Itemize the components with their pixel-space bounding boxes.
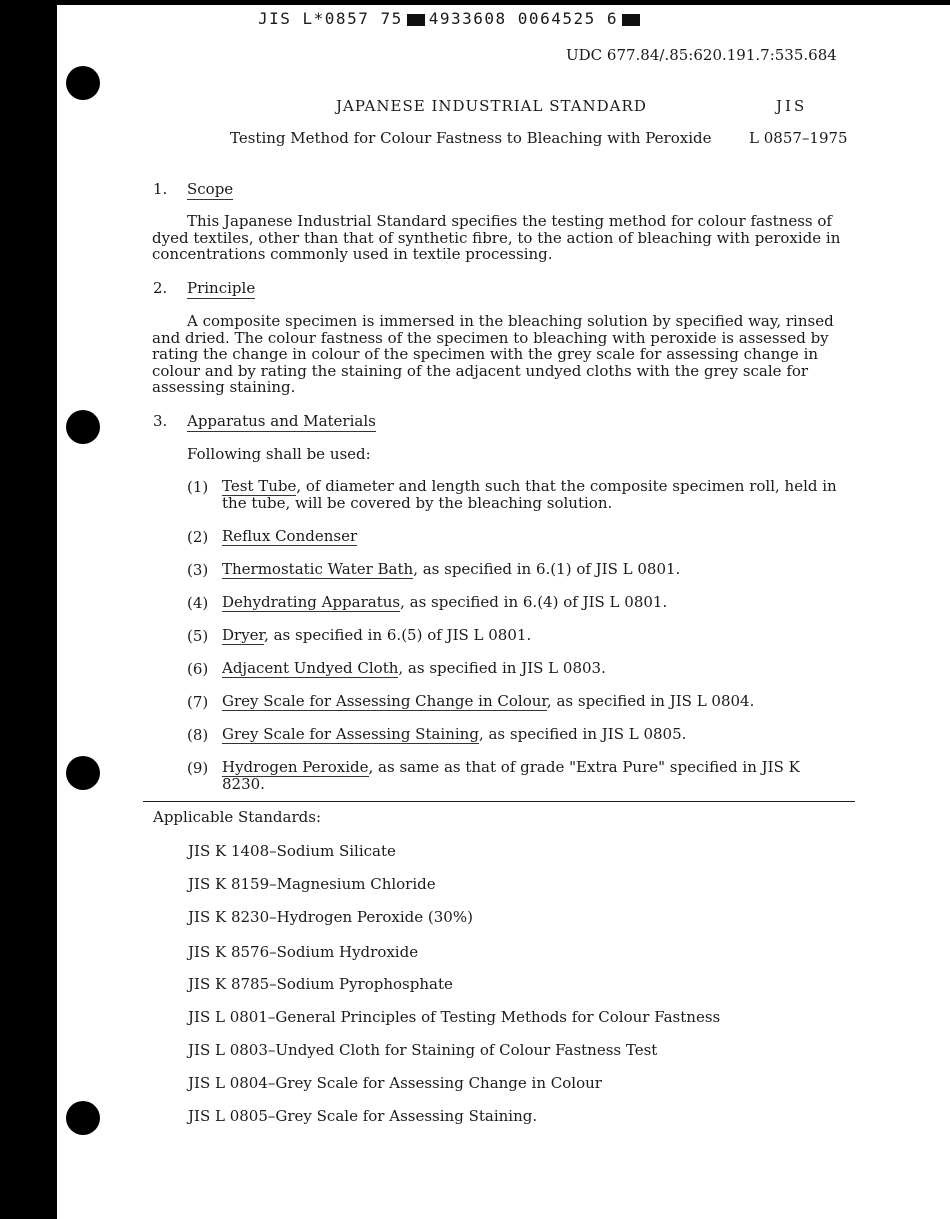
item-name: Reflux Condenser [222,527,358,545]
list-item-number: (4) [187,594,209,612]
scope-text: This Japanese Industrial Standard specifies the testing method for colour fastness of dyed textiles, other than that of synthetic fibre, to the action of bleaching with peroxide in concentrations commonly used in textile processing. [152,212,841,263]
applicable-standard-entry: JIS K 8576–Sodium Hydroxide [188,943,419,961]
list-item [222,478,842,511]
list-item [222,693,842,710]
section-title-apparatus: Apparatus and Materials [187,412,376,430]
item-description: , as same as that of grade "Extra Pure" specified in JIS K 8230. [222,758,800,793]
applicable-standard-entry: JIS K 8785–Sodium Pyrophosphate [188,975,453,993]
document-title: Testing Method for Colour Fastness to Bleaching with Peroxide [230,129,712,147]
scan-border-left [0,0,57,1219]
list-item-number: (6) [187,660,209,678]
section-title-principle: Principle [187,279,256,297]
footnote-divider [143,801,855,802]
item-description: , of diameter and length such that the composite specimen roll, held in the tube, will be covered by the bleaching solution. [222,477,837,512]
item-description: , as specified in 6.(1) of JIS L 0801. [413,560,681,578]
item-name: Thermostatic Water Bath [222,560,414,578]
list-item-number: (3) [187,561,209,579]
document-code-part2: 4933608 0064525 6 [428,9,618,28]
standard-title: JAPANESE INDUSTRIAL STANDARD [336,97,647,115]
list-item [222,627,842,644]
item-description: , as specified in JIS L 0803. [398,659,606,677]
list-item [222,594,842,611]
list-item [222,759,842,792]
principle-text: A composite specimen is immersed in the bleaching solution by specified way, rinsed and dried. The colour fastness of the specimen to bleaching with peroxide is assessed by rating the change in colour of the specimen with the grey scale for assessing change in colour and by rating the staining of the adjacent undyed cloths with the grey scale for assessing staining. [152,312,834,396]
item-description: , as specified in 6.(5) of JIS L 0801. [264,626,532,644]
list-item-number: (8) [187,726,209,744]
document-code-line [258,9,644,28]
list-item [222,726,842,743]
list-item [222,561,842,578]
punch-hole [66,756,100,790]
item-name: Grey Scale for Assessing Staining [222,725,479,743]
applicable-standard-entry: JIS L 0805–Grey Scale for Assessing Staining. [188,1107,538,1125]
scan-border-top [0,0,950,5]
item-name: Test Tube [222,477,297,495]
section-number: 3. [153,412,168,430]
principle-paragraph [152,313,857,396]
list-item-number: (2) [187,528,209,546]
item-description: , as specified in JIS L 0805. [478,725,687,743]
item-name: Grey Scale for Assessing Change in Colour [222,692,547,710]
document-code-part1: JIS L*0857 75 [258,9,403,28]
redaction-block [622,14,640,26]
item-name: Dryer [222,626,265,644]
document-number: L 0857–1975 [749,129,848,147]
list-item-number: (9) [187,759,209,777]
list-item [222,528,842,545]
jis-mark: JIS [776,97,808,115]
section-title-scope: Scope [187,180,234,198]
list-item-number: (5) [187,627,209,645]
redaction-block [407,14,425,26]
applicable-standard-entry: JIS L 0803–Undyed Cloth for Staining of Colour Fastness Test [188,1041,658,1059]
list-item [222,660,842,677]
item-description: , as specified in 6.(4) of JIS L 0801. [400,593,668,611]
applicable-standard-entry: JIS L 0804–Grey Scale for Assessing Change in Colour [188,1074,602,1092]
list-item-number: (1) [187,478,209,496]
udc-number: UDC 677.84/.85:620.191.7:535.684 [566,46,837,64]
item-name: Dehydrating Apparatus [222,593,401,611]
item-description: , as specified in JIS L 0804. [546,692,755,710]
applicable-standard-entry: JIS L 0801–General Principles of Testing Methods for Colour Fastness [188,1008,721,1026]
applicable-standard-entry: JIS K 1408–Sodium Silicate [188,842,396,860]
punch-hole [66,66,100,100]
section-number: 1. [153,180,168,198]
list-item-number: (7) [187,693,209,711]
punch-hole [66,410,100,444]
section-number: 2. [153,279,168,297]
scope-paragraph [152,213,857,263]
applicable-standards-heading: Applicable Standards: [153,808,321,826]
apparatus-intro: Following shall be used: [187,445,371,463]
applicable-standard-entry: JIS K 8159–Magnesium Chloride [188,875,436,893]
punch-hole [66,1101,100,1135]
item-name: Hydrogen Peroxide [222,758,369,776]
item-name: Adjacent Undyed Cloth [222,659,399,677]
applicable-standard-entry: JIS K 8230–Hydrogen Peroxide (30%) [188,908,473,926]
